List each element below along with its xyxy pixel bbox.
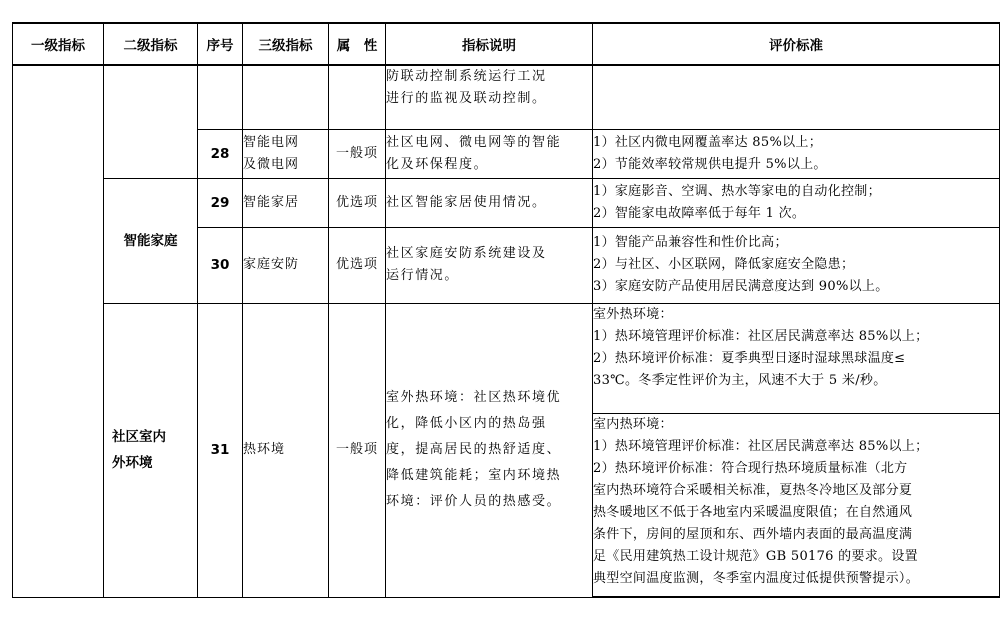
desc-cell-continued <box>386 65 593 129</box>
attr-cell: 一般项 <box>329 129 386 178</box>
criteria-line: 条件下，房间的屋顶和东、西外墙内表面的最高温度满 <box>593 526 913 542</box>
header-level2: 二级指标 <box>104 23 198 65</box>
desc-cell <box>386 129 593 178</box>
evaluation-table <box>12 22 1000 598</box>
level3-cell: 智能家居 <box>243 178 329 227</box>
criteria-line: 2）与社区、小区联网，降低家庭安全隐患； <box>593 257 855 272</box>
desc-line: 防联动控制系统运行工况 <box>386 69 547 84</box>
table-row-31 <box>13 303 1000 413</box>
criteria-line: 2）热环境评价标准：符合现行热环境质量标准（北方 <box>593 460 908 476</box>
criteria-line: 1）家庭影音、空调、热水等家电的自动化控制； <box>593 183 881 199</box>
header-row <box>13 23 1000 65</box>
criteria-line: 33℃。冬季定性评价为主，风速不大于 5 米/秒。 <box>593 372 887 388</box>
criteria-line: 1）热环境管理评价标准：社区居民满意率达 85%以上； <box>593 438 929 454</box>
desc-line: 环境：评价人员的热感受。 <box>386 494 562 509</box>
level2-cell-smart-home: 智能家庭 <box>104 178 198 303</box>
criteria-cell-continued <box>593 65 1000 129</box>
desc-line: 社区家庭安防系统建设及 <box>386 246 547 261</box>
desc-line: 降低建筑能耗；室内环境热 <box>386 468 562 483</box>
level2-cell-continued <box>104 65 198 178</box>
desc-line: 社区电网、微电网等的智能 <box>386 134 562 150</box>
desc-line: 度，提高居民的热舒适度、 <box>386 442 562 457</box>
criteria-line: 足《民用建筑热工设计规范》GB 50176 的要求。设置 <box>593 548 918 564</box>
level3-cell-continued <box>243 65 329 129</box>
criteria-line: 2）智能家电故障率低于每年 1 次。 <box>593 205 806 221</box>
criteria-line: 室外热环境： <box>593 306 673 322</box>
criteria-line: 室内热环境符合采暖相关标准，夏热冬冷地区及部分夏 <box>593 482 913 498</box>
criteria-cell-outdoor <box>593 303 1000 413</box>
level1-cell <box>13 65 104 597</box>
criteria-line: 1）社区内微电网覆盖率达 85%以上； <box>593 134 822 150</box>
attr-cell: 优选项 <box>329 227 386 303</box>
header-desc: 指标说明 <box>386 23 593 65</box>
criteria-line: 典型空间温度监测，冬季室内温度过低提供预警提示）。 <box>593 570 920 586</box>
seq-cell: 29 <box>198 178 243 227</box>
criteria-cell <box>593 227 1000 303</box>
seq-cell: 31 <box>198 303 243 597</box>
desc-line: 化及环保程度。 <box>386 156 489 172</box>
level2-line: 外环境 <box>112 455 153 471</box>
criteria-line: 2）热环境评价标准：夏季典型日逐时湿球黑球温度≤ <box>593 350 906 366</box>
criteria-line: 热冬暖地区不低于各地室内采暖温度限值；在自然通风 <box>593 504 913 520</box>
attr-cell: 一般项 <box>329 303 386 597</box>
criteria-line: 室内热环境： <box>593 416 673 432</box>
level3-line: 及微电网 <box>243 156 300 172</box>
level2-line: 社区室内 <box>112 429 166 445</box>
desc-cell: 社区智能家居使用情况。 <box>386 178 593 227</box>
seq-cell: 28 <box>198 129 243 178</box>
table-row-29 <box>13 178 1000 227</box>
desc-line: 化，降低小区内的热岛强 <box>386 416 547 431</box>
desc-line: 运行情况。 <box>386 268 460 283</box>
header-criteria: 评价标准 <box>593 23 1000 65</box>
criteria-cell <box>593 178 1000 227</box>
criteria-line: 1）智能产品兼容性和性价比高； <box>593 235 788 250</box>
desc-cell <box>386 227 593 303</box>
criteria-line: 2）节能效率较常规供电提升 5%以上。 <box>593 156 827 172</box>
seq-cell: 30 <box>198 227 243 303</box>
header-level3: 三级指标 <box>243 23 329 65</box>
level3-cell <box>243 129 329 178</box>
header-level1: 一级指标 <box>13 23 104 65</box>
desc-cell <box>386 303 593 597</box>
header-attr: 属 性 <box>329 23 386 65</box>
header-seq: 序号 <box>198 23 243 65</box>
criteria-line: 1）热环境管理评价标准：社区居民满意率达 85%以上； <box>593 328 929 344</box>
table-row-continued <box>13 65 1000 129</box>
level3-cell: 热环境 <box>243 303 329 597</box>
seq-cell-continued <box>198 65 243 129</box>
criteria-line: 3）家庭安防产品使用居民满意度达到 90%以上。 <box>593 279 889 294</box>
desc-line: 室外热环境：社区热环境优 <box>386 390 562 405</box>
attr-cell: 优选项 <box>329 178 386 227</box>
level3-line: 智能电网 <box>243 134 300 150</box>
criteria-cell-indoor <box>593 413 1000 597</box>
level3-cell: 家庭安防 <box>243 227 329 303</box>
criteria-cell <box>593 129 1000 178</box>
attr-cell-continued <box>329 65 386 129</box>
desc-line: 进行的监视及联动控制。 <box>386 91 547 106</box>
level2-cell-environment <box>104 303 198 597</box>
